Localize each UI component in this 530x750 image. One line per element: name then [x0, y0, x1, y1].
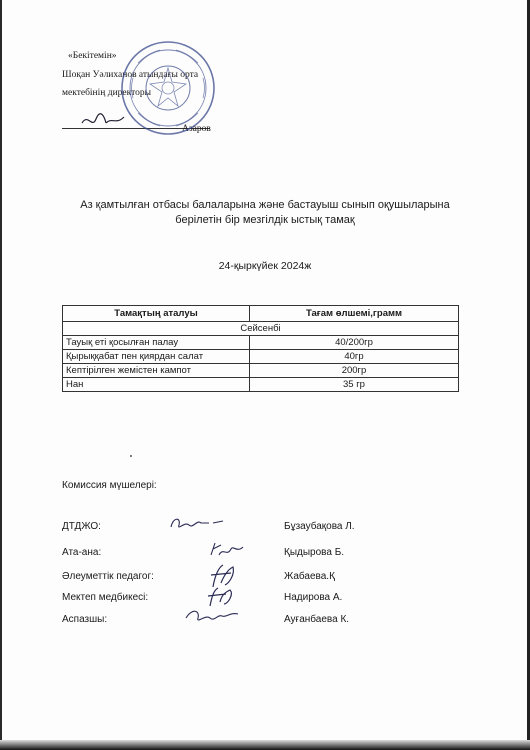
approval-surname: Азаров [182, 124, 211, 134]
portion-size-cell: 35 гр [250, 378, 459, 392]
day-row [63, 322, 459, 336]
day-cell: Сейсенбі [63, 322, 459, 336]
member-row [62, 547, 462, 567]
member-name: Бұзаубақова Л. [284, 521, 355, 532]
member-role: ДТДЖО: [62, 521, 101, 532]
member-role: Әлеуметтік педагог: [62, 571, 154, 582]
title-line-1: Аз қамтылған отбасы балаларына және бастауыш сынып оқушыларына [80, 199, 450, 211]
header-dish-name: Тамақтың аталуы [63, 306, 250, 322]
scan-edge-left [0, 0, 2, 750]
dish-name-cell: Тауық еті қосылған палау [63, 336, 250, 350]
table-row [63, 378, 459, 392]
dish-name-cell: Қырыққабат пен қиярдан салат [63, 350, 250, 364]
approval-heading: «Бекітемін» [68, 51, 117, 61]
approval-school: Шоқан Уәлиханов атындағы орта [62, 69, 199, 80]
portion-size-cell: 40/200гр [250, 336, 459, 350]
document-date: 24-қыркүйек 2024ж [218, 260, 312, 272]
member-row [62, 571, 462, 591]
dish-name-cell: Кептірілген жемістен кампот [63, 364, 250, 378]
member-role: Мектеп медбикесі: [62, 592, 149, 603]
table-row [63, 364, 459, 378]
scan-speck [130, 455, 132, 457]
member-name: Ауғанбаева К. [284, 614, 350, 625]
menu-table [62, 305, 459, 392]
scan-edge-bottom [0, 740, 530, 750]
member-row [62, 592, 462, 612]
member-name: Қыдырова Б. [284, 547, 345, 558]
member-name: Надирова А. [284, 592, 343, 603]
table-row [63, 336, 459, 350]
member-row [62, 521, 462, 541]
portion-size-cell: 40гр [250, 350, 459, 364]
document-title [40, 198, 490, 229]
member-signature [167, 511, 227, 537]
commission-label: Комиссия мүшелері: [62, 480, 157, 491]
portion-size-cell: 200гр [250, 364, 459, 378]
member-role: Ата-ана: [62, 547, 102, 558]
table-header-row [63, 306, 459, 322]
table-row [63, 350, 459, 364]
header-portion-size: Тағам өлшемі,грамм [250, 306, 459, 322]
dish-name-cell: Нан [63, 378, 250, 392]
approval-director: мектебінің директоры [62, 88, 152, 99]
member-row [62, 614, 462, 634]
member-signature [207, 537, 247, 563]
member-name: Жабаева.Қ [284, 571, 335, 582]
member-signature [182, 604, 242, 628]
title-line-2: берілетін бір мезгілдік ыстық тамақ [175, 214, 355, 227]
official-stamp [118, 38, 218, 138]
member-role: Аспазшы: [62, 614, 108, 625]
